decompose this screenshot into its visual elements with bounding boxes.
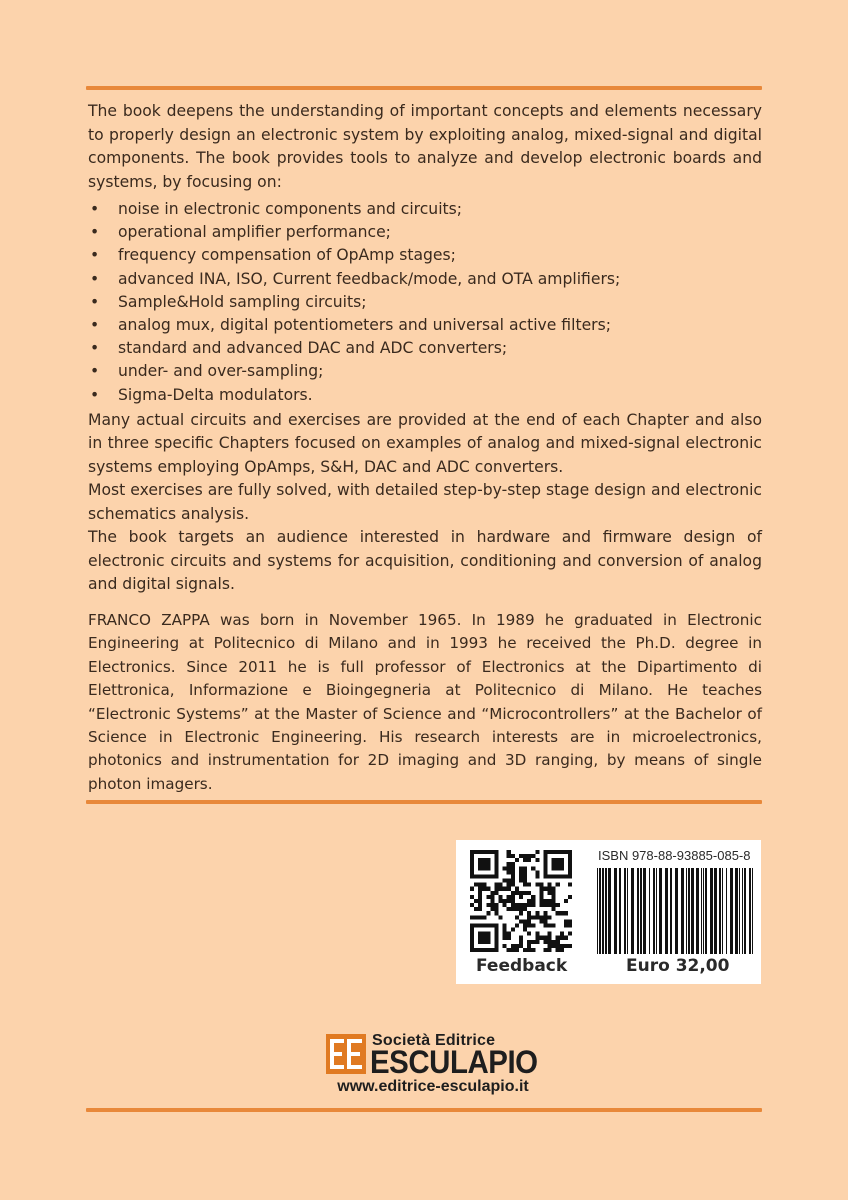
esculapio-logo-icon — [326, 1034, 366, 1074]
description-paragraph-4: The book targets an audience interested in hardware and firmware design of electronic circuits and systems for acquisition, conditioning and conversion of analog and digital signals. — [88, 528, 762, 594]
barcode-panel — [456, 840, 761, 984]
topic-list-item: • noise in electronic components and circuits; — [88, 198, 762, 221]
isbn-text: ISBN 978-88-93885-085-8 — [598, 848, 751, 863]
price-label: Euro 32,00 — [626, 956, 730, 976]
topics-list — [88, 198, 762, 407]
publisher-name-line2: ESCULAPIO — [370, 1044, 538, 1080]
bottom-divider — [86, 1108, 762, 1112]
publisher-website-link[interactable]: www.editrice-esculapio.it — [337, 1078, 529, 1095]
qr-label: Feedback — [476, 956, 568, 976]
middle-divider — [86, 800, 762, 804]
topic-list-item: • operational amplifier performance; — [88, 221, 762, 244]
description-intro: The book deepens the understanding of important concepts and elements necessary to properly design an electronic system by exploiting analog, mixed-signal and digital components. The book provides tools to analyze and develop electronic boards and systems, by focusing on: — [88, 102, 762, 191]
book-description — [88, 100, 762, 597]
topic-list-item: • analog mux, digital potentiometers and universal active filters; — [88, 314, 762, 337]
topic-list-item: • frequency compensation of OpAmp stages; — [88, 244, 762, 267]
publisher-name-line1: Società Editrice — [372, 1032, 496, 1049]
topic-list-item: • under- and over-sampling; — [88, 360, 762, 383]
top-divider — [86, 86, 762, 90]
topic-list-item: • advanced INA, ISO, Current feedback/mode, and OTA amplifiers; — [88, 268, 762, 291]
isbn-barcode-icon — [597, 868, 753, 954]
description-paragraph-2: Many actual circuits and exercises are provided at the end of each Chapter and also in three specific Chapters focused on examples of analog and mixed-signal electronic systems employing OpAmps, S&H, DAC and ADC converters. — [88, 410, 762, 476]
topic-list-item: • standard and advanced DAC and ADC converters; — [88, 337, 762, 360]
publisher-logo — [326, 1030, 536, 1078]
author-bio: FRANCO ZAPPA was born in November 1965. In 1989 he graduated in Electronic Engineering at Politecnico di Milano and in 1993 he received the Ph.D. degree in Electronics. Since 2011 he is full professor of Electronics at the Dipartimento di Elettronica, Informazione e Bioingegneria at Politecnico di Milano. He teaches “Electronic Systems” at the Master of Science and “Microcontrollers” at the Bachelor of Science in Electronic Engineering. His research interests are in microelectronics, photonics and instrumentation for 2D imaging and 3D ranging, by means of single photon imagers. — [88, 611, 762, 793]
topic-list-item: • Sample&Hold sampling circuits; — [88, 291, 762, 314]
topic-list-item: • Sigma-Delta modulators. — [88, 384, 762, 407]
qr-code-icon[interactable] — [470, 850, 572, 952]
description-paragraph-3: Most exercises are fully solved, with detailed step-by-step stage design and electronic schematics analysis. — [88, 481, 762, 523]
